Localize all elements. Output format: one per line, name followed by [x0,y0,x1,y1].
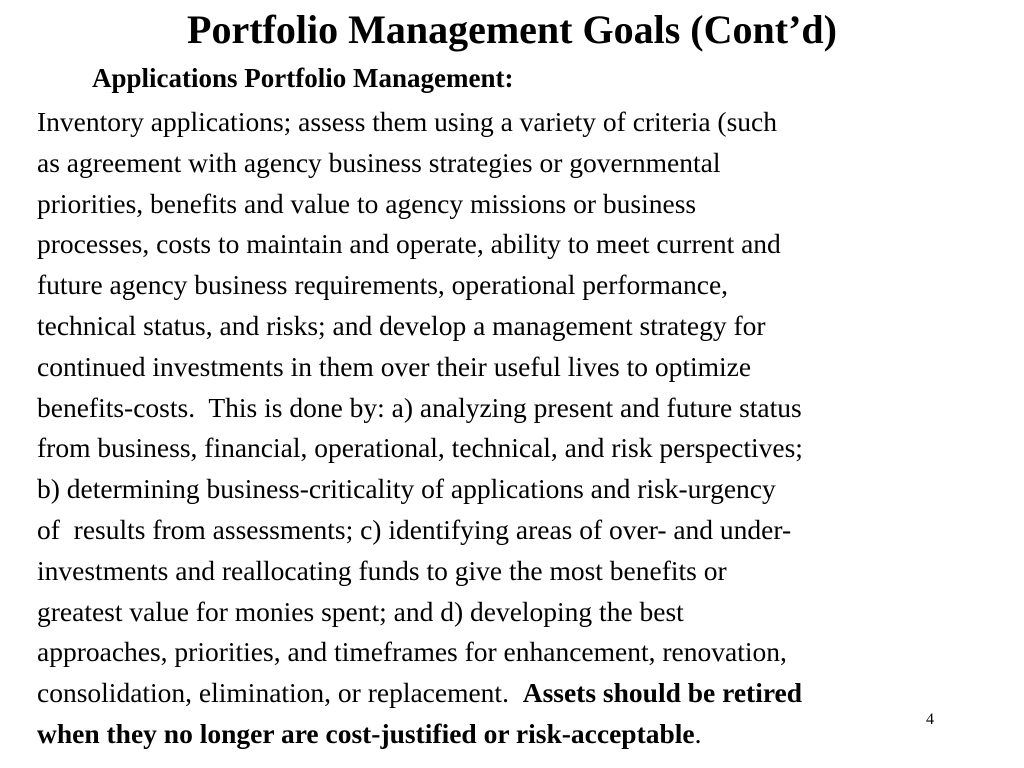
body-line: approaches, priorities, and timeframes for enhancement, renovation, [37,636,787,668]
body-line: as agreement with agency business strategies or governmental [37,146,721,178]
body-text [37,102,997,755]
body-line: future agency business requirements, operational performance, [37,269,729,301]
emphasis-text: Assets should be retired [522,677,803,709]
body-line [37,673,997,714]
body-line: Inventory applications; assess them using a variety of criteria (such [37,106,777,137]
page-number: 4 [926,711,934,728]
body-line: priorities, benefits and value to agency missions or business [37,187,697,219]
body-line: benefits-costs. This is done by: a) analyzing present and future status [37,391,802,423]
slide-title: Portfolio Management Goals (Cont’d) [187,7,837,52]
body-line: greatest value for monies spent; and d) developing the best [37,595,684,627]
body-line: from business, financial, operational, technical, and risk perspectives; [37,432,803,464]
body-text-plain: consolidation, elimination, or replacement. [37,677,523,709]
slide-subtitle: Applications Portfolio Management: [92,63,514,93]
body-line: processes, costs to maintain and operate, ability to meet current and [37,228,781,260]
body-line: of results from assessments; c) identifying areas of over- and under- [37,513,792,545]
body-line: investments and reallocating funds to give the most benefits or [37,554,727,586]
body-text-plain: . [694,717,702,749]
body-line [37,714,997,755]
emphasis-text: when they no longer are cost-justified or risk-acceptable [37,717,695,749]
body-line: b) determining business-criticality of applications and risk-urgency [37,473,776,505]
body-line: continued investments in them over their useful lives to optimize [37,350,752,382]
body-line: technical status, and risks; and develop a management strategy for [37,309,766,341]
